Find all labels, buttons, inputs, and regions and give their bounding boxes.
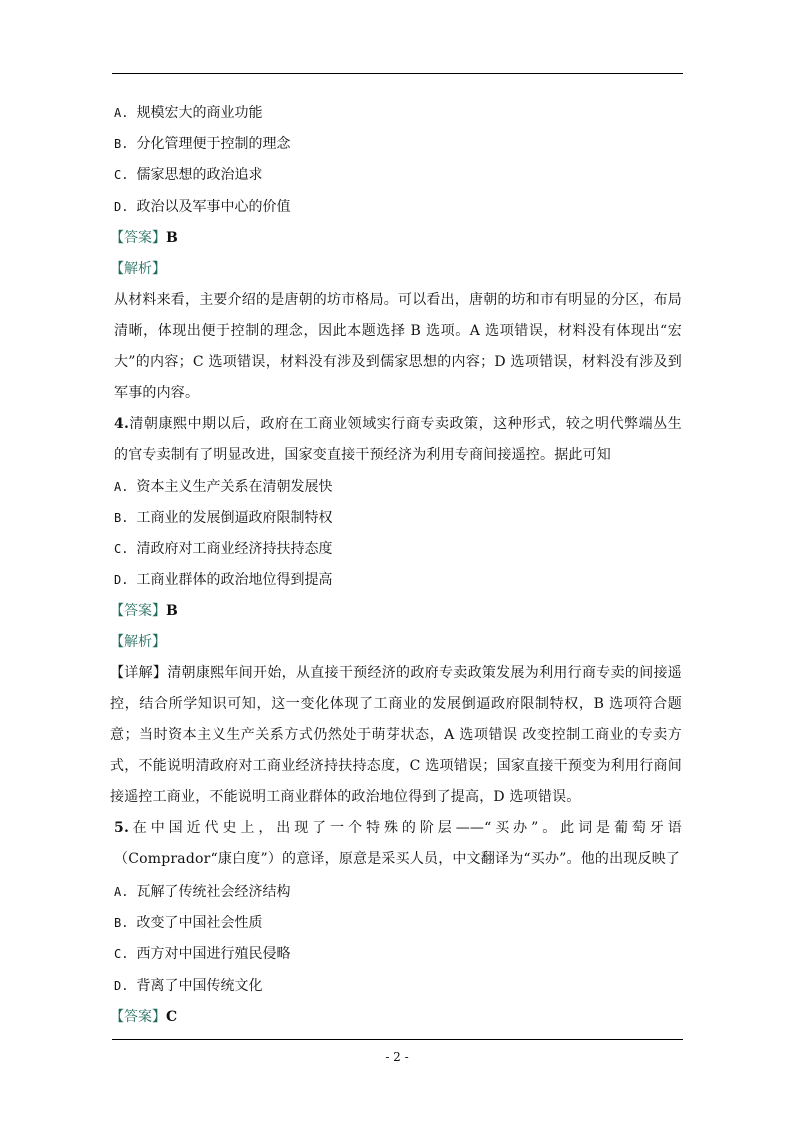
option-letter: C. (114, 947, 129, 961)
q3-analysis-heading (110, 259, 166, 279)
q3-answer (110, 228, 178, 248)
option-letter: C. (114, 542, 129, 556)
answer-tag: 【答案】 (110, 603, 166, 619)
q3-option-c (114, 165, 262, 185)
option-letter: B. (114, 511, 129, 525)
question-text: 在中国近代史上，出现了一个特殊的阶层——“买办”。此词是葡萄牙语（Comprador“康白度”）的意译，原意是采买人员，中文翻译为“买办”。他的出现反映了 (114, 820, 682, 867)
q3-option-b (114, 134, 290, 154)
option-letter: D. (114, 200, 129, 214)
option-letter: D. (114, 979, 129, 993)
question-number: 5. (114, 820, 130, 836)
q5-option-d (114, 976, 262, 996)
option-text: 改变了中国社会性质 (136, 915, 263, 931)
analysis-tag: 【解析】 (110, 261, 166, 277)
answer-tag: 【答案】 (110, 230, 166, 246)
q5-option-a (114, 882, 290, 902)
option-letter: D. (114, 573, 129, 587)
option-text: 瓦解了传统社会经济结构 (136, 884, 291, 900)
answer-value: B (166, 603, 178, 619)
option-letter: C. (114, 168, 129, 182)
footer-rule (112, 1039, 683, 1040)
q4-option-a (114, 477, 332, 497)
answer-tag: 【答案】 (110, 1009, 166, 1025)
analysis-body: 清朝康熙年间开始，从直接干预经济的政府专卖政策发展为利用行商专卖的间接遥控，结合所学知识可知，这一变化体现了工商业的发展倒逼政府限制特权，B 选项符合题意；当时资本主义生产关系方式仍然处于萌芽状态，A 选项错误 改变控制工商业的专卖方式，不能说明清政府对工商业经济持扶持态度，C 选项错误；国家直接干预变为利用行商间接遥控工商业，不能说明工商业群体的政治地位得到了提高，D 选项错误。 (110, 665, 682, 805)
question-text: 清朝康熙中期以后，政府在工商业领域实行商专卖政策，这种形式，较之明代弊端丛生的官专卖制有了明显改进，国家变直接干预经济为利用专商间接遥控。据此可知 (114, 416, 682, 463)
option-letter: A. (114, 106, 129, 120)
option-text: 资本主义生产关系在清朝发展快 (136, 479, 333, 495)
answer-value: B (166, 230, 178, 246)
q4-answer (110, 601, 178, 621)
q5-option-b (114, 913, 262, 933)
option-letter: A. (114, 885, 129, 899)
q3-option-d (114, 197, 290, 217)
q3-option-a (114, 103, 262, 123)
option-text: 清政府对工商业经济持扶持态度 (136, 541, 333, 557)
q4-analysis-text (110, 658, 682, 813)
q4-option-b (114, 508, 332, 528)
page-number: - 2 - (385, 1050, 409, 1064)
option-text: 儒家思想的政治追求 (136, 167, 263, 183)
option-text: 西方对中国进行殖民侵略 (136, 946, 291, 962)
analysis-tag: 【解析】 (110, 634, 166, 650)
option-text: 规模宏大的商业功能 (136, 105, 263, 121)
answer-value: C (166, 1009, 178, 1025)
option-text: 工商业群体的政治地位得到提高 (136, 572, 333, 588)
q3-analysis-text: 从材料来看，主要介绍的是唐朝的坊市格局。可以看出，唐朝的坊和市有明显的分区，布局清晰，体现出便于控制的理念，因此本题选择 B 选项。A 选项错误，材料没有体现出“宏大”的内容；C 选项错误，材料没有涉及到儒家思想的内容；D 选项错误，材料没有涉及到军事的内容。 (114, 292, 682, 401)
detail-tag: 【详解】 (110, 665, 168, 681)
q4-stem (114, 409, 682, 471)
q5-option-c (114, 944, 290, 964)
q5-stem (114, 813, 682, 875)
q4-analysis-heading (110, 632, 166, 652)
option-text: 工商业的发展倒逼政府限制特权 (136, 510, 333, 526)
q4-option-c (114, 539, 332, 559)
header-rule (112, 73, 683, 74)
option-text: 政治以及军事中心的价值 (136, 199, 291, 215)
option-letter: B. (114, 916, 129, 930)
q5-answer (110, 1007, 177, 1027)
question-number: 4. (114, 416, 130, 432)
q4-option-d (114, 570, 332, 590)
option-text: 分化管理便于控制的理念 (136, 136, 291, 152)
option-text: 背离了中国传统文化 (136, 978, 263, 994)
option-letter: B. (114, 137, 129, 151)
option-letter: A. (114, 480, 129, 494)
